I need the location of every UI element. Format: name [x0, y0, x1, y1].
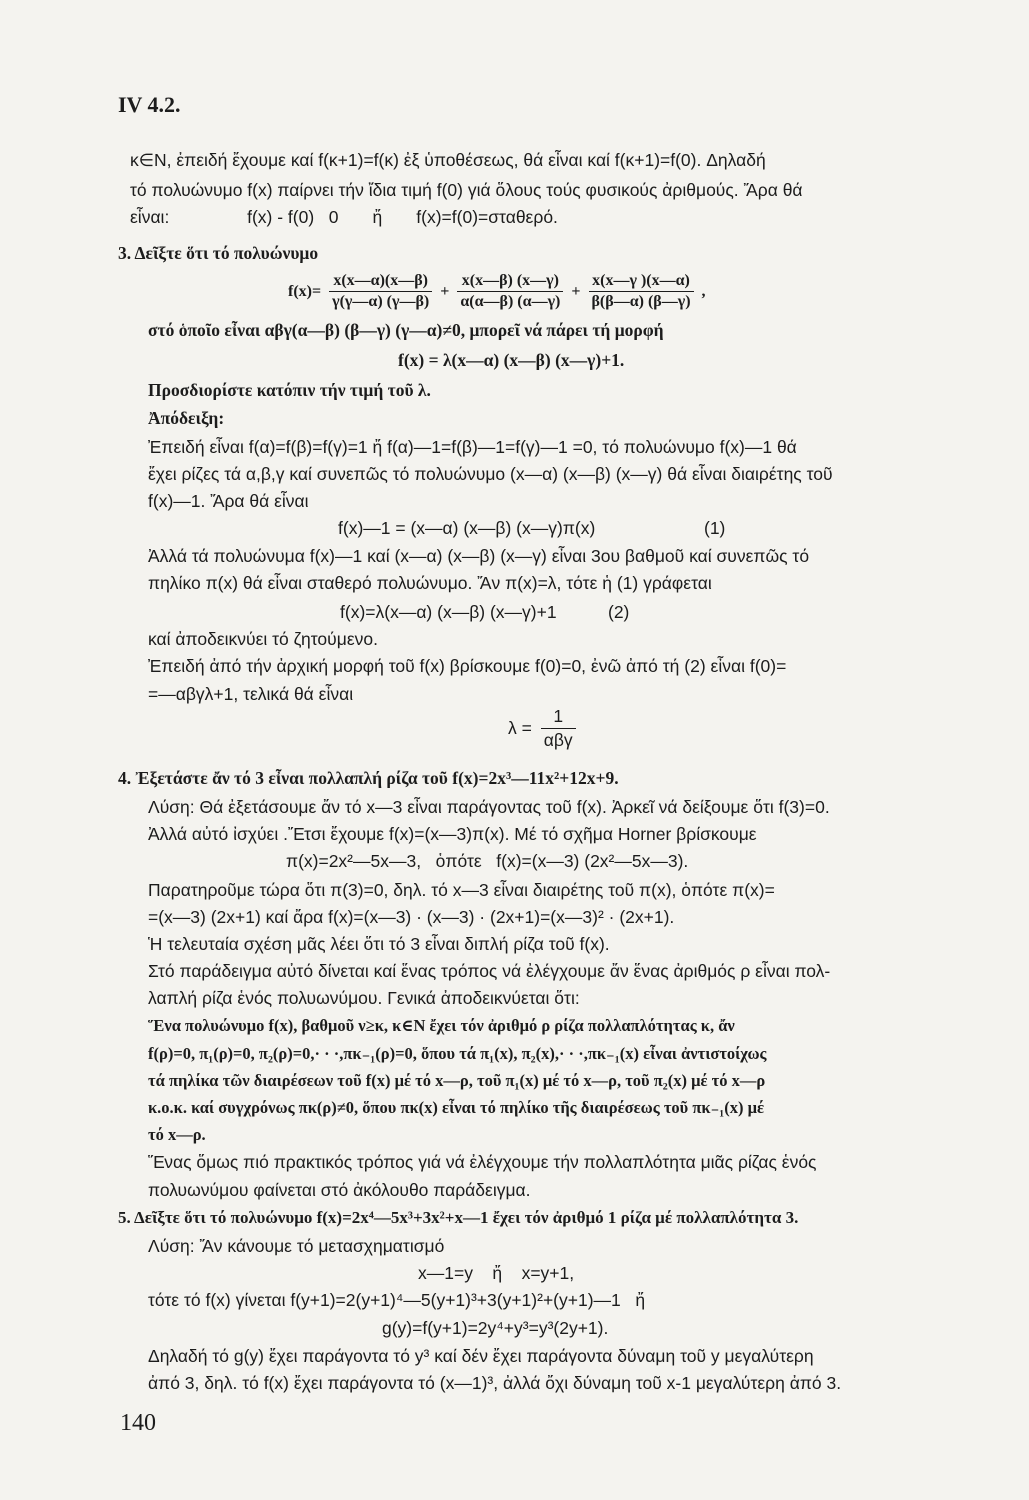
proof-line-5: πηλίκο π(x) θά εἶναι σταθερό πολυώνυμο. Ἄν π(x)=λ, τότε ἡ (1) γράφεται — [148, 573, 712, 593]
fraction-2-denominator: α(α—β) (α—γ) — [460, 293, 561, 310]
proof-label: Ἀπόδειξη: — [148, 408, 225, 428]
plus-sign-1: + — [440, 282, 450, 300]
equation-1-number: (1) — [704, 518, 726, 538]
proof-line-7: Ἐπειδή ἀπό τήν ἀρχική μορφή τοῦ f(x) βρίσκουμε f(0)=0, ἐνῶ ἀπό τή (2) εἶναι f(0)= — [148, 656, 787, 676]
fraction-2-numerator: x(x—β) (x—γ) — [457, 272, 563, 292]
ex3-f-label: f(x)= — [288, 282, 322, 300]
ex4-line-1: Λύση: Θά ἐξετάσουμε ἄν τό x—3 εἶναι παράγοντας τοῦ f(x). Ἀρκεῖ νά δείξουμε ὅτι f(3)=0. — [148, 797, 830, 817]
lambda-result — [508, 706, 580, 751]
ex3-function — [288, 272, 706, 311]
theorem-line-4: κ.ο.κ. καί συγχρόνως πκ(ρ)≠0, ὅπου πκ(x) εἶναι τό πηλίκο τῆς διαιρέσεως τοῦ πκ₋₁(x) μέ — [148, 1098, 764, 1117]
lambda-fraction — [541, 706, 576, 751]
ex4-line-7: Στό παράδειγμα αὐτό δίνεται καί ἕνας τρόπος νά ἐλέγχουμε ἄν ἕνας ἀριθμός ρ εἶναι πολ- — [148, 961, 831, 981]
equation-2-number: (2) — [608, 602, 630, 622]
ex4-line-3: π(x)=2x²—5x—3, ὁπότε f(x)=(x—3) (2x²—5x—3). — [286, 851, 689, 871]
equation-1: f(x)—1 = (x—α) (x—β) (x—γ)π(x) — [338, 518, 596, 538]
theorem-line-1: Ἕνα πολυώνυμο f(x), βαθμοῦ ν≥κ, κ∈N ἔχει τόν ἀριθμό ρ ρίζα πολλαπλότητας κ, ἄν — [148, 1016, 735, 1035]
ex4-line-2: Ἀλλά αὐτό ἰσχύει .Ἔτσι ἔχουμε f(x)=(x—3)π(x). Μέ τό σχῆμα Horner βρίσκουμε — [148, 824, 757, 844]
ex4-line-5: =(x—3) (2x+1) καί ἄρα f(x)=(x—3) · (x—3) · (2x+1)=(x—3)² · (2x+1). — [148, 907, 675, 927]
ex5-title: 5. Δεῖξτε ὅτι τό πολυώνυμο f(x)=2x⁴—5x³+3x²+x—1 ἔχει τόν ἀριθμό 1 ρίζα μέ πολλαπλότητα 3. — [118, 1208, 799, 1227]
comma: , — [701, 282, 706, 300]
theorem-line-5: τό x—ρ. — [148, 1125, 206, 1144]
proof-line-8: =—αβγλ+1, τελικά θά εἶναι — [148, 684, 354, 704]
fraction-3-denominator: β(β—α) (β—γ) — [591, 293, 691, 310]
ex5-line-1: Λύση: Ἄν κάνουμε τό μετασχηματισμό — [148, 1236, 445, 1256]
proof-line-3: f(x)—1. Ἄρα θά εἶναι — [148, 491, 309, 511]
fraction-3-numerator: x(x—γ )(x—α) — [589, 272, 694, 292]
theorem-line-3: τά πηλίκα τῶν διαιρέσεων τοῦ f(x) μέ τό x—ρ, τοῦ π₁(x) μέ τό x—ρ, τοῦ π₂(x) μέ τό x—ρ — [148, 1071, 766, 1090]
lambda-denominator: αβγ — [543, 730, 573, 750]
ex3-fraction-1 — [329, 272, 432, 311]
ex4-line-4: Παρατηροῦμε τώρα ὅτι π(3)=0, δηλ. τό x—3 εἶναι διαιρέτης τοῦ π(x), ὁπότε π(x)= — [148, 880, 775, 900]
ex3-title: 3. Δεῖξτε ὅτι τό πολυώνυμο — [118, 243, 319, 263]
ex4-line-9: Ἕνας ὅμως πιό πρακτικός τρόπος γιά νά ἐλέγχουμε τήν πολλαπλότητα μιᾶς ρίζας ἑνός — [148, 1152, 817, 1172]
proof-line-4: Ἀλλά τά πολυώνυμα f(x)—1 καί (x—α) (x—β) (x—γ) εἶναι 3ου βαθμοῦ καί συνεπῶς τό — [148, 546, 810, 566]
ex3-form: f(x) = λ(x—α) (x—β) (x—γ)+1. — [398, 350, 625, 370]
page-number: 140 — [120, 1410, 156, 1436]
theorem-line-2: f(ρ)=0, π₁(ρ)=0, π₂(ρ)=0,· · ·,πκ₋₁(ρ)=0, ὅπου τά π₁(x), π₂(x),· · ·,πκ₋₁(x) εἶναι ἀντιστοίχως — [148, 1044, 767, 1063]
ex5-line-2: x—1=y ἤ x=y+1, — [418, 1263, 575, 1283]
intro-line-1: κ∈N, ἐπειδή ἔχουμε καί f(κ+1)=f(κ) ἐξ ὑποθέσεως, θά εἶναι καί f(κ+1)=f(0). Δηλαδή — [130, 150, 766, 170]
ex5-line-6: ἀπό 3, δηλ. τό f(x) ἔχει παράγοντα τό (x—1)³, ἀλλά ὄχι δύναμη τοῦ x-1 μεγαλύτερη ἀπό 3. — [148, 1373, 842, 1393]
ex3-fraction-3 — [589, 272, 694, 311]
proof-line-2: ἔχει ρίζες τά α,β,γ καί συνεπῶς τό πολυώνυμο (x—α) (x—β) (x—γ) θά εἶναι διαιρέτης τοῦ — [148, 464, 833, 484]
ex3-line-3: Προσδιορίστε κατόπιν τήν τιμή τοῦ λ. — [148, 380, 431, 400]
ex3-line-2: στό ὁποῖο εἶναι αβγ(α—β) (β—γ) (γ—α)≠0, μπορεῖ νά πάρει τή μορφή — [148, 320, 664, 340]
ex4-line-8: λαπλή ρίζα ἑνός πολυωνύμου. Γενικά ἀποδεικνύεται ὅτι: — [148, 988, 580, 1008]
ex5-line-5: Δηλαδή τό g(y) ἔχει παράγοντα τό y³ καί δέν ἔχει παράγοντα δύναμη τοῦ y μεγαλύτερη — [148, 1346, 814, 1366]
ex5-line-4: g(y)=f(y+1)=2y⁴+y³=y³(2y+1). — [382, 1318, 609, 1338]
intro-line-2: τό πολυώνυμο f(x) παίρνει τήν ἴδια τιμή f(0) γιά ὅλους τούς φυσικούς ἀριθμούς. Ἄρα θά — [130, 180, 803, 200]
proof-line-1: Ἐπειδή εἶναι f(α)=f(β)=f(γ)=1 ἤ f(α)—1=f(β)—1=f(γ)—1 =0, τό πολυώνυμο f(x)—1 θά — [148, 437, 797, 457]
ex4-line-6: Ἡ τελευταία σχέση μᾶς λέει ὅτι τό 3 εἶναι διπλή ρίζα τοῦ f(x). — [148, 934, 610, 954]
lambda-label: λ = — [508, 718, 532, 738]
ex4-title: 4. Ἐξετάστε ἄν τό 3 εἶναι πολλαπλή ρίζα τοῦ f(x)=2x³—11x²+12x+9. — [118, 768, 619, 788]
ex4-line-10: πολυωνύμου φαίνεται στό ἀκόλουθο παράδειγμα. — [148, 1180, 531, 1200]
equation-2: f(x)=λ(x—α) (x—β) (x—γ)+1 — [340, 602, 557, 622]
intro-line-3: εἶναι: f(x) - f(0) 0 ἤ f(x)=f(0)=σταθερό. — [130, 207, 558, 227]
section-header: IV 4.2. — [118, 92, 181, 117]
ex5-line-3: τότε τό f(x) γίνεται f(y+1)=2(y+1)⁴—5(y+1)³+3(y+1)²+(y+1)—1 ἤ — [148, 1290, 646, 1310]
ex3-fraction-2 — [457, 272, 563, 311]
fraction-1-denominator: γ(γ—α) (γ—β) — [332, 293, 430, 310]
proof-line-6: καί ἀποδεικνύει τό ζητούμενο. — [148, 629, 378, 649]
lambda-numerator: 1 — [541, 706, 576, 729]
fraction-1-numerator: x(x—α)(x—β) — [329, 272, 432, 292]
plus-sign-2: + — [571, 282, 581, 300]
